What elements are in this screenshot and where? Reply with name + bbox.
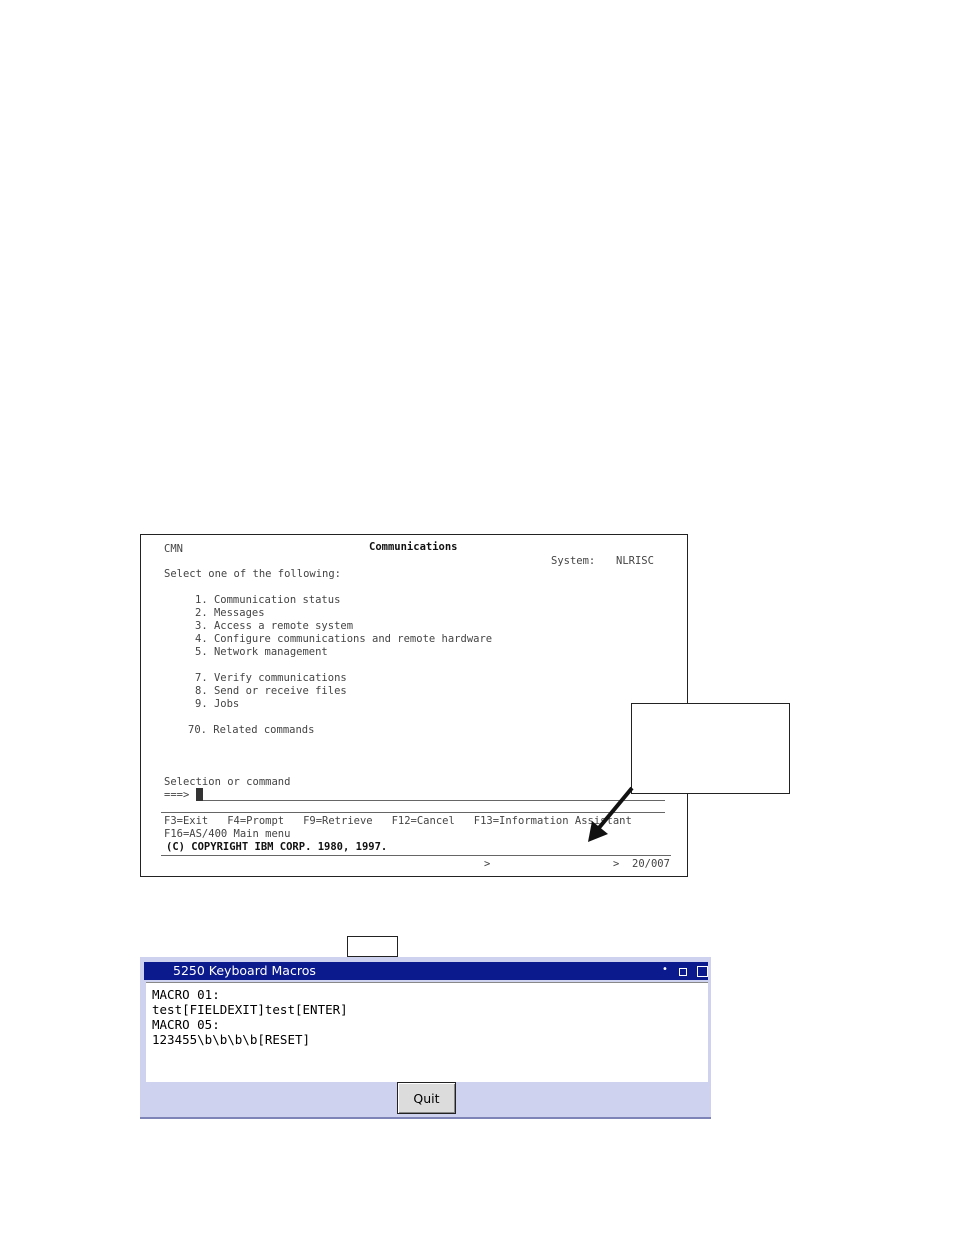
menu-option-2: 2. Messages bbox=[195, 607, 265, 619]
window-menu-icon[interactable]: • bbox=[662, 964, 668, 975]
screen-title: Communications bbox=[369, 541, 458, 553]
menu-option-1: 1. Communication status bbox=[195, 594, 341, 606]
function-keys-line-2: F16=AS/400 Main menu bbox=[164, 828, 291, 840]
command-prompt: ===> bbox=[164, 789, 190, 801]
command-input-cursor[interactable] bbox=[196, 788, 203, 801]
callout-box bbox=[631, 703, 790, 794]
macro-line: test[FIELDEXIT]test[ENTER] bbox=[152, 1002, 348, 1017]
copyright-text: (C) COPYRIGHT IBM CORP. 1980, 1997. bbox=[166, 841, 388, 853]
pointer-arrow-icon bbox=[580, 785, 640, 845]
instruction-text: Select one of the following: bbox=[164, 568, 342, 580]
menu-option-7: 7. Verify communications bbox=[195, 672, 347, 684]
macro-line: MACRO 01: bbox=[152, 987, 220, 1002]
selection-label: Selection or command bbox=[164, 776, 291, 788]
window-title: 5250 Keyboard Macros bbox=[173, 963, 316, 978]
status-marker: > bbox=[613, 858, 620, 870]
system-name: NLRISC bbox=[616, 555, 654, 567]
window-title-bar[interactable] bbox=[144, 962, 708, 980]
macro-line: 123455\b\b\b\b[RESET] bbox=[152, 1032, 311, 1047]
cursor-position: 20/007 bbox=[632, 858, 670, 870]
menu-option-9: 9. Jobs bbox=[195, 698, 240, 710]
minimize-icon[interactable] bbox=[679, 968, 687, 976]
system-label: System: bbox=[551, 555, 596, 567]
menu-option-4: 4. Configure communications and remote hardware bbox=[195, 633, 493, 645]
function-keys-line-1: F3=Exit F4=Prompt F9=Retrieve F12=Cancel F13=Information Assistant bbox=[164, 815, 632, 827]
status-divider bbox=[161, 855, 671, 856]
keyboard-macros-window bbox=[140, 957, 711, 1119]
menu-option-8: 8. Send or receive files bbox=[195, 685, 347, 697]
menu-option-70: 70. Related commands bbox=[188, 724, 315, 736]
macro-list bbox=[146, 982, 708, 1082]
small-empty-box bbox=[347, 936, 398, 957]
status-marker: > bbox=[484, 858, 491, 870]
menu-option-5: 5. Network management bbox=[195, 646, 328, 658]
screen-id: CMN bbox=[164, 543, 183, 555]
quit-button[interactable]: Quit bbox=[397, 1082, 456, 1114]
macro-line: MACRO 05: bbox=[152, 1017, 220, 1032]
maximize-icon[interactable] bbox=[697, 966, 708, 977]
menu-option-3: 3. Access a remote system bbox=[195, 620, 354, 632]
